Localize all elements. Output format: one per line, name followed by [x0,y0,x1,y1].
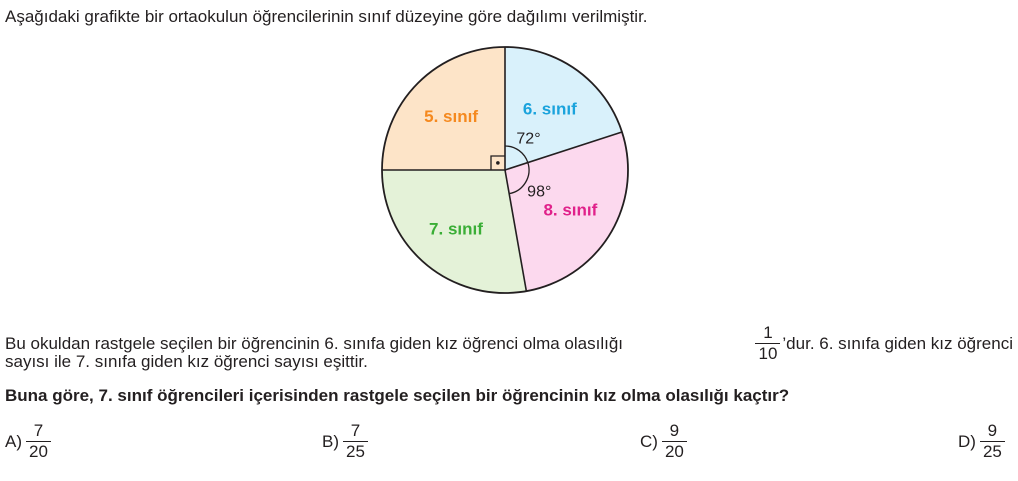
option-c-letter: C) [640,431,658,451]
option-d-fraction [980,422,1005,461]
option-d-letter: D) [958,431,976,451]
slice-label-5-sınıf: 5. sınıf [424,107,479,127]
option-d-denominator: 25 [982,442,1002,461]
option-b[interactable] [322,422,370,461]
paragraph-text-part2: ’dur. 6. sınıfa giden kız öğrenci [782,333,1013,353]
slice-label-7-sınıf: 7. sınıf [429,219,483,239]
angle-label: 98° [527,183,552,201]
option-a-numerator: 7 [33,421,44,440]
option-c-numerator: 9 [669,421,680,440]
option-c[interactable] [640,422,689,461]
probability-fraction [755,324,780,363]
option-c-fraction [662,422,687,461]
right-angle-dot [496,161,500,165]
fraction-numerator: 1 [763,323,773,342]
option-a[interactable] [5,422,53,461]
option-a-fraction [26,422,51,461]
pie-chart [378,42,632,298]
problem-paragraph-line2: sayısı ile 7. sınıfa giden kız öğrenci sayısı eşittir. [5,352,368,371]
option-c-denominator: 20 [664,442,684,461]
angle-label: 72° [516,130,541,148]
fraction-denominator: 10 [758,344,778,363]
paragraph-text-part1: Bu okuldan rastgele seçilen bir öğrencinin 6. sınıfa giden kız öğrenci olma olasılığı [5,333,624,353]
option-d[interactable] [958,422,1007,461]
slice-label-6-sınıf: 6. sınıf [522,99,577,119]
option-b-letter: B) [322,431,339,451]
question-text: Buna göre, 7. sınıf öğrencileri içerisinden rastgele seçilen bir öğrencinin kız olma olasılığı kaçtır? [5,386,790,405]
option-a-letter: A) [5,431,22,451]
pie-chart-svg [378,42,632,298]
option-b-numerator: 7 [350,421,361,440]
option-b-fraction [343,422,368,461]
option-d-numerator: 9 [987,421,998,440]
slice-label-8-sınıf: 8. sınıf [543,200,598,220]
intro-text: Aşağıdaki grafikte bir ortaokulun öğrencilerinin sınıf düzeyine göre dağılımı verilmiştir. [5,7,648,26]
option-a-denominator: 20 [29,442,48,461]
option-b-denominator: 25 [346,442,365,461]
